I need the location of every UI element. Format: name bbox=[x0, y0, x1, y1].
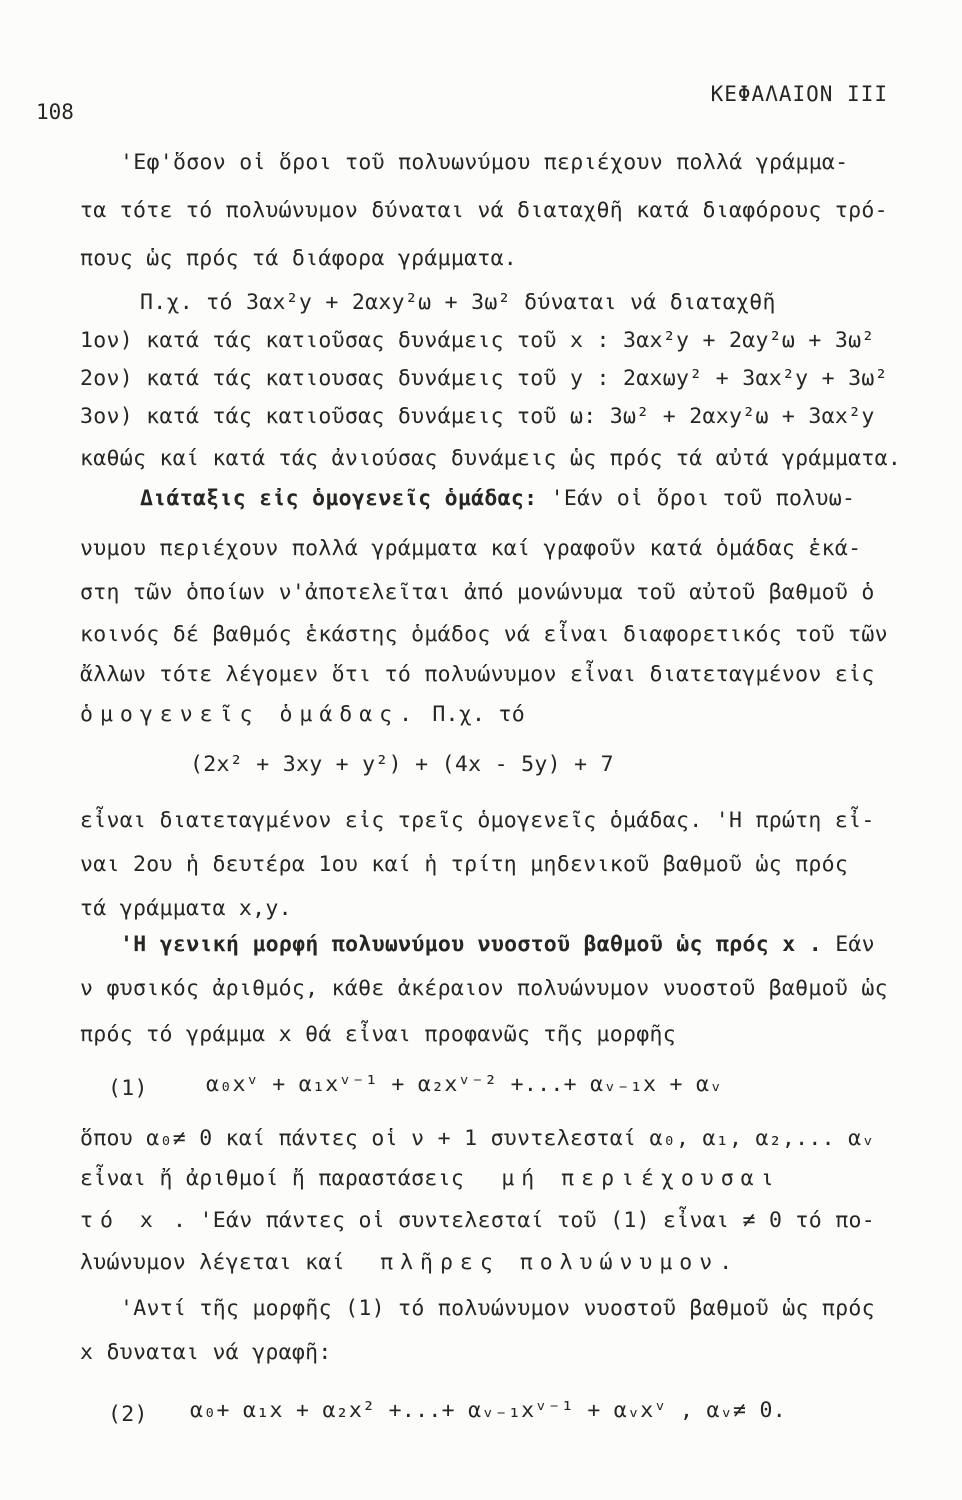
text-line-11: στη τῶν ὁποίων ν'ἀποτελεῖται ἀπό μονώνυμα τοῦ αὐτοῦ βαθμοῦ ὁ bbox=[80, 580, 875, 605]
text-line-22: ὅπου α₀≠ 0 καί πάντες οἱ ν + 1 συντελεσταί α₀, α₁, α₂,... αᵥ bbox=[80, 1126, 875, 1151]
section-heading-general-form: 'Η γενική μορφή πολυωνύμου νυοστοῦ βαθμοῦ ὡς πρός x . bbox=[120, 932, 822, 957]
text-line-25 bbox=[80, 1250, 739, 1275]
text-line-24 bbox=[80, 1208, 875, 1233]
spaced-term-not-containing: μή περιέχουσαι bbox=[501, 1166, 781, 1191]
text-example-prefix: Π.χ. τό bbox=[432, 702, 526, 727]
text-line-1: 'Εφ'ὅσον οἱ ὅροι τοῦ πολυωνύμου περιέχουν πολλά γράμμα- bbox=[120, 150, 849, 175]
order-line-2: 2ον) κατά τάς κατιουσας δυνάμεις τοῦ y : 2αxωy² + 3αx²y + 3ω² bbox=[80, 366, 888, 391]
section-text: 'Εάν οἱ ὅροι τοῦ πολυω- bbox=[550, 486, 856, 511]
text-line-21: πρός τό γράμμα x θά εἶναι προφανῶς τῆς μορφῆς bbox=[80, 1022, 676, 1047]
formula-homogeneous-example: (2x² + 3xy + y²) + (4x - 5y) + 7 bbox=[190, 752, 614, 777]
page-number: 108 bbox=[36, 100, 74, 124]
text-line-2: τα τότε τό πολυώνυμον δύναται νά διαταχθῆ κατά διαφόρους τρό- bbox=[80, 198, 888, 223]
text-line-17: ναι 2ου ἡ δευτέρα 1ου καί ἡ τρίτη μηδενικοῦ βαθμοῦ ὡς πρός bbox=[80, 852, 849, 877]
spaced-term-complete-polynomial: πλῆρες πολυώνυμον. bbox=[380, 1250, 740, 1275]
spaced-term-homogeneous-groups: ὁμογενεῖς ὁμάδας. bbox=[80, 702, 420, 727]
text-line-26: 'Αντί τῆς μορφῆς (1) τό πολυώνυμον νυοστοῦ βαθμοῦ ὡς πρός bbox=[120, 1296, 875, 1321]
text-line-8: καθώς καί κατά τάς ἀνιούσας δυνάμεις ὡς πρός τά αὐτά γράμματα. bbox=[80, 446, 902, 471]
text-line-13: ἄλλων τότε λέγομεν ὅτι τό πολυώνυμον εἶναι διατεταγμένον εἰς bbox=[80, 662, 875, 687]
section-line-homogeneous bbox=[140, 486, 855, 511]
text-line-24-rest: . 'Εάν πάντες οἱ συντελεσταί τοῦ (1) εἶναι ≠ 0 τό πο- bbox=[173, 1208, 875, 1233]
example-line: Π.χ. τό 3αx²y + 2αxy²ω + 3ω² δύναται νά διαταχθῆ bbox=[140, 290, 776, 315]
text-line-18: τά γράμματα x,y. bbox=[80, 896, 292, 921]
equation-2-label: (2) bbox=[108, 1402, 148, 1427]
text-line-27: x δυναται νά γραφῆ: bbox=[80, 1340, 332, 1365]
text-line-25-start: λυώνυμον λέγεται καί bbox=[80, 1250, 345, 1275]
text-line-16: εἶναι διατεταγμένον εἰς τρεῖς ὁμογενεῖς ὁμάδας. 'Η πρώτη εἶ- bbox=[80, 808, 875, 833]
text-line-14 bbox=[80, 702, 525, 727]
spaced-term-the-x: τό x bbox=[80, 1208, 160, 1233]
order-line-3: 3ον) κατά τάς κατιοῦσας δυνάμεις τοῦ ω: 3ω² + 2αxy²ω + 3αx²y bbox=[80, 404, 875, 429]
text-line-10: νυμου περιέχουν πολλά γράμματα καί γραφοῦν κατά ὁμάδας ἑκά- bbox=[80, 536, 862, 561]
text-line-20: ν φυσικός ἀριθμός, κάθε ἀκέραιον πολυώνυμον νυοστοῦ βαθμοῦ ὡς bbox=[80, 976, 888, 1001]
chapter-heading: ΚΕΦΑΛΑΙΟΝ III bbox=[710, 82, 888, 106]
section-text-2: Εάν bbox=[835, 932, 875, 957]
equation-1-formula: α₀xᵛ + α₁xᵛ⁻¹ + α₂xᵛ⁻² +...+ αᵥ₋₁x + αᵥ bbox=[206, 1072, 723, 1097]
equation-2-formula: α₀+ α₁x + α₂x² +...+ αᵥ₋₁xᵛ⁻¹ + αᵥxᵛ , αᵥ≠ 0. bbox=[190, 1398, 786, 1423]
text-line-12: κοινός δέ βαθμός ἑκάστης ὁμάδος νά εἶναι διαφορετικός τοῦ τῶν bbox=[80, 622, 888, 647]
text-line-23-start: εἶναι ἤ ἀριθμοί ἤ παραστάσεις bbox=[80, 1166, 465, 1191]
text-line-23 bbox=[80, 1166, 781, 1191]
section-line-general-form bbox=[120, 932, 875, 957]
order-line-1: 1ον) κατά τάς κατιοῦσας δυνάμεις τοῦ x : 3αx²y + 2αy²ω + 3ω² bbox=[80, 328, 875, 353]
section-heading-homogeneous: Διάταξις εἰς ὁμογενεῖς ὁμάδας: bbox=[140, 486, 538, 511]
equation-1-label: (1) bbox=[108, 1076, 148, 1101]
text-line-3: πους ὡς πρός τά διάφορα γράμματα. bbox=[80, 246, 518, 271]
